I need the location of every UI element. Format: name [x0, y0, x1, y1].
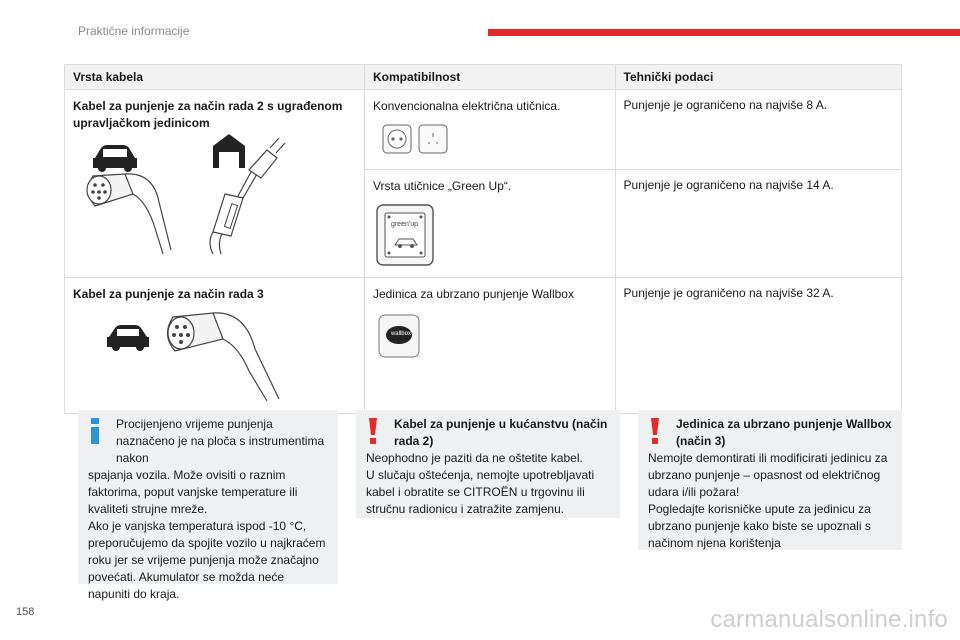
- green-up-socket-cell: [364, 170, 615, 278]
- warning-note-text-extra: Pogledajte korisničke upute za jedinicu za ubrzano punjenje kako biste se upoznali s načinom njena korištenja: [648, 502, 871, 550]
- warning-note-text: Neophodno je paziti da ne oštetite kabel.: [366, 451, 583, 465]
- warning-note-title: Jedinica za ubrzano punjenje Wallbox (način 3): [676, 417, 892, 448]
- page-number: 158: [16, 606, 35, 618]
- schuko-socket-icon: [383, 125, 411, 153]
- type2-connector-icon: [167, 313, 279, 401]
- section-title: Praktične informacije: [78, 24, 190, 38]
- info-note-text: spajanja vozila. Može ovisiti o raznim faktorima, poput vanjske temperature ili kvaliteti strujne mreže.: [88, 468, 298, 516]
- mode2-cable-cell: [65, 90, 365, 278]
- tech-data-cell: Punjenje je ograničeno na najviše 32 A.: [615, 278, 901, 414]
- warning-note-wallbox: [638, 410, 902, 550]
- tech-data-cell: Punjenje je ograničeno na najviše 8 A.: [615, 90, 901, 170]
- header-accent-bar: [488, 29, 960, 36]
- power-socket-icon: [419, 125, 447, 153]
- column-header-cable-type: Vrsta kabela: [65, 65, 365, 90]
- info-note-lead: Procijenjeno vrijeme punjenja naznačeno je na ploča s instrumentima nakon: [116, 417, 325, 465]
- charging-cable-table: [64, 64, 902, 414]
- info-note-text-extra: Ako je vanjska temperatura ispod -10 °C, preporučujemo da spojite vozilo u najkraćem roku jer se vrijeme punjenja može značajno povećati. Akumulator se možda neće napuniti do kraja.: [88, 519, 326, 601]
- mode3-cable-label: Kabel za punjenje za način rada 3: [73, 287, 264, 301]
- green-up-socket-label: Vrsta utičnice „Green Up“.: [372, 179, 512, 193]
- warning-note-household-cable: [356, 410, 620, 518]
- table-header-row: [65, 65, 902, 90]
- warning-note-text: Nemojte demontirati ili modificirati jedinicu za ubrzano punjenje – opasnost od električnog udara i/ili požara!: [648, 451, 888, 499]
- info-icon: [88, 418, 102, 444]
- watermark: carmanualsonline.info: [710, 606, 948, 633]
- car-icon: [93, 145, 137, 172]
- mode2-cable-illustration: [73, 132, 343, 262]
- column-header-compatibility: Kompatibilnost: [364, 65, 615, 90]
- house-icon: [213, 134, 245, 168]
- warning-note-title: Kabel za punjenje u kućanstvu (način rada 2): [394, 417, 608, 448]
- conventional-socket-cell: [364, 90, 615, 170]
- wallbox-cell: [364, 278, 615, 414]
- warning-note-text-extra: U slučaju oštećenja, nemojte upotrebljavati kabel i obratite se CITROËN u trgovinu ili stručnu radionicu i zatražite zamjenu.: [366, 468, 595, 516]
- mode3-cable-cell: [65, 278, 365, 414]
- wallbox-label: Jedinica za ubrzano punjenje Wallbox: [372, 287, 574, 301]
- info-note-charging-time: [78, 410, 338, 601]
- column-header-technical-data: Tehnički podaci: [615, 65, 901, 90]
- warning-icon: [366, 418, 380, 444]
- table-row: [65, 90, 902, 170]
- mode3-cable-illustration: [73, 303, 343, 403]
- wallbox-brand-label: wallbox: [390, 331, 411, 337]
- conventional-socket-illustration: [373, 121, 453, 161]
- type2-connector-icon: [87, 174, 171, 254]
- conventional-socket-label: Konvencionalna električna utičnica.: [372, 99, 561, 113]
- green-up-brand-label: green'up: [390, 221, 418, 228]
- green-up-socket-icon: [373, 203, 435, 269]
- warning-icon: [648, 418, 662, 444]
- car-icon: [107, 325, 149, 351]
- wallbox-icon: [373, 313, 423, 359]
- table-row: [65, 278, 902, 414]
- mode2-cable-label: Kabel za punjenje za način rada 2 s ugrađenom upravljačkom jedinicom: [73, 99, 343, 130]
- tech-data-cell: Punjenje je ograničeno na najviše 14 A.: [615, 170, 901, 278]
